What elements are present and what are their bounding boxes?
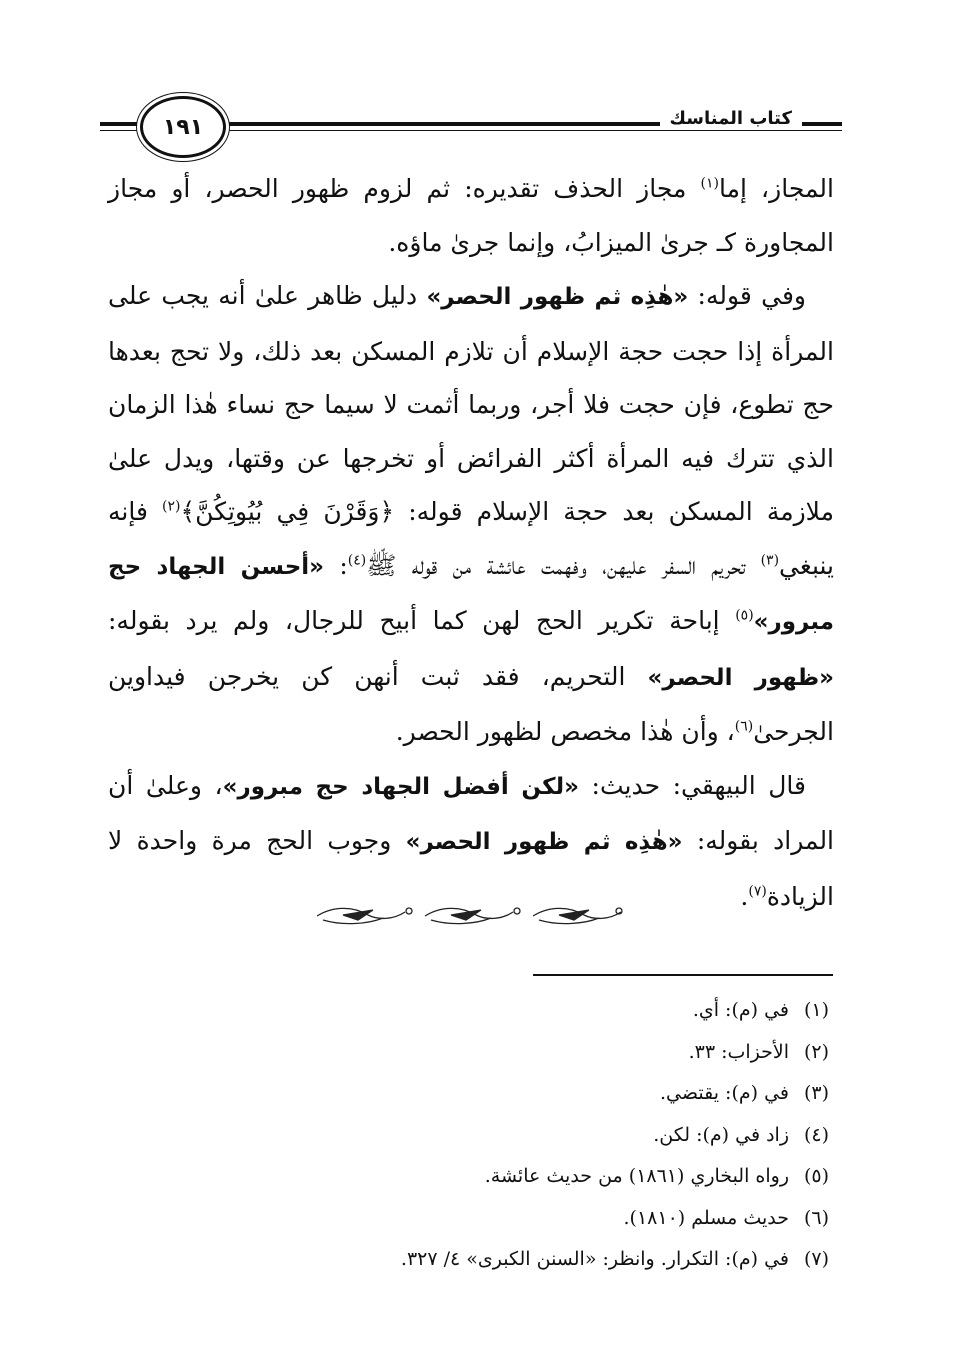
footnote-item (269, 1032, 829, 1074)
footnote-ref-7[interactable]: (٧) (748, 883, 767, 900)
quoted-hadith: «ظهور الحصر» (647, 664, 834, 691)
footnote-item (269, 990, 829, 1032)
text-run: ، وأن هٰذا مخصص لظهور الحصر. (395, 717, 735, 746)
footnote-item (269, 1239, 829, 1281)
text-run: تحريم السفر عليهن، وفهمت عائشة من قوله ﷺ (366, 550, 761, 580)
paragraph-3 (108, 759, 834, 924)
footnote-separator (533, 974, 833, 976)
footnote-item (269, 1073, 829, 1115)
footnote-number: (٢) (803, 1040, 829, 1063)
footnote-ref-5[interactable]: (٥) (735, 607, 754, 624)
footnote-text: الأحزاب: ٣٣. (688, 1040, 789, 1063)
footnote-item (269, 1156, 829, 1198)
text-run: وفي قوله: (688, 281, 806, 310)
text-run: مجاز الحذف تقديره: ثم لزوم ظهور الحصر، أو مجاز المجاورة كـ جرىٰ الميزابُ، وإنما جرىٰ ماؤه. (108, 174, 834, 257)
footnote-text: في (م): التكرار. وانظر: «السنن الكبرى» ٤/ ٣٢٧. (400, 1248, 789, 1270)
footnote-ref-2[interactable]: (٢) (162, 498, 181, 515)
footnote-number: (٥) (803, 1165, 829, 1187)
paragraph-2 (108, 269, 834, 759)
text-run: . (740, 881, 749, 911)
footnote-ref-4[interactable]: (٤) (347, 552, 367, 569)
text-run: وجوب الحج مرة واحدة لا الزيادة (108, 826, 834, 911)
quoted-hadith: «أحسن الجهاد حج مبرور» (108, 553, 834, 635)
text-run: قال البيهقي: حديث: (579, 770, 806, 800)
footnote-text: في (م): أي. (692, 999, 789, 1021)
footnotes (269, 990, 829, 1281)
footnote-text: في (م): يقتضي. (660, 1082, 789, 1104)
page-number: ١٩١ (162, 114, 204, 140)
text-run: فإنه ينبغي (108, 497, 834, 580)
footnote-item (269, 1115, 829, 1157)
footnote-number: (٣) (803, 1082, 829, 1104)
paragraph-1 (108, 162, 834, 269)
footnote-text: رواه البخاري (١٨٦١) من حديث عائشة. (484, 1165, 789, 1187)
footnote-number: (٤) (803, 1123, 829, 1146)
quoted-hadith: «هٰذِه ثم ظهور الحصر» (405, 829, 683, 855)
footnote-ref-3[interactable]: (٣) (760, 552, 780, 569)
running-header (100, 94, 842, 164)
footnote-ref-6[interactable]: (٦) (734, 718, 754, 735)
footnote-ref-1[interactable]: (١) (700, 175, 719, 192)
quoted-hadith: «هٰذِه ثم ظهور الحصر» (426, 284, 689, 310)
footnote-text: حديث مسلم (١٨١٠). (623, 1206, 789, 1229)
text-run: المجاز، إما (718, 174, 834, 203)
footnote-item (269, 1198, 829, 1240)
footnote-number: (١) (803, 999, 829, 1021)
page-number-badge (140, 96, 226, 158)
quoted-hadith: «لكن أفضل الجهاد حج مبرور» (222, 773, 579, 800)
text-run: إباحة تكرير الحج لهن كما أبيح للرجال، ولم يرد بقوله: (108, 606, 736, 635)
floral-ornament-icon (313, 902, 623, 928)
book-title: كتاب المناسك (660, 108, 803, 129)
text-run: ، وعلىٰ أن المراد بقوله: (108, 770, 835, 855)
text-run: التحريم، فقد ثبت أنهن كن يخرجن فيداوين الجرحىٰ (108, 661, 834, 746)
footnote-number: (٧) (803, 1248, 829, 1270)
footnote-text: زاد في (م): لكن. (653, 1123, 789, 1146)
main-text (108, 162, 834, 923)
footnote-number: (٦) (803, 1206, 829, 1229)
text-run: : (324, 550, 348, 580)
text-run: دليل ظاهر علىٰ أنه يجب على المرأة إذا حجت حجة الإسلام أن تلازم المسكن بعد ذلك، ولا تحج بعدها حج تطوع، فإن حجت فلا أجر، وربما أثمت لا سيما حج نساء هٰذا الزمان الذي تترك فيه المرأة أكثر الفرائض أو تخرجها عن وقتها، ويدل علىٰ ملازمة المسكن بعد حجة الإسلام قوله: ﴿وَقَرْنَ فِي بُيُوتِكُنَّ﴾ (108, 281, 834, 526)
